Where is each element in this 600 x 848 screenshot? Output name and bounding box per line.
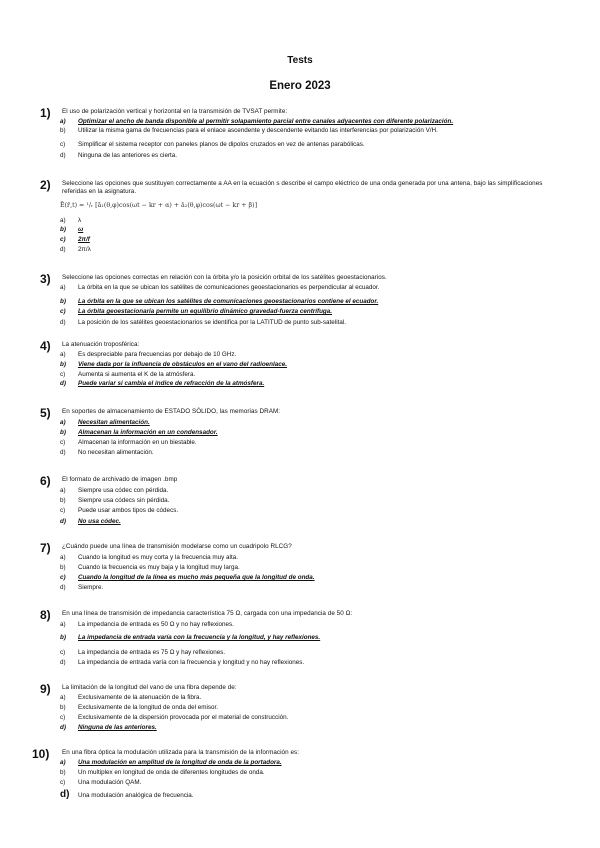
answer-option: d) Puede variar si cambia el índice de refracción de la atmósfera. [60,380,265,387]
answer-option: c) Aumenta si aumenta el K de la atmósfera. [60,371,196,378]
answer-option: b) Siempre usa códecs sin pérdida. [60,497,170,504]
question-number: 1) [40,106,51,120]
answer-option: b) Cuando la frecuencia es muy baja y la longitud muy larga. [60,564,240,571]
question-text: En una fibra óptica la modulación utilizada para la transmisión de la información es: [62,749,300,756]
answer-option: d) 2π/λ [60,246,91,253]
answer-option: a) La órbita en la que se ubican los satélites de comunicaciones geoestacionarios es perpendicular al ecuador. [60,284,380,291]
question-text: El uso de polarización vertical y horizontal en la transmisión de TVSAT permite: [62,108,288,115]
page-title: Tests [287,55,313,66]
answer-option: a) Optimizar el ancho de banda disponible al permitir solapamiento parcial entre canales adyacentes con diferente polarización. [60,118,454,125]
answer-option: b) Exclusivamente de la longitud de onda del emisor. [60,704,219,711]
question-number: 9) [40,682,51,696]
answer-option: c) La órbita geoestacionaria permite un equilibrio dinámico gravedad-fuerza centrífuga. [60,308,333,315]
question-number: 7) [40,541,51,555]
question-number: 3) [40,272,51,286]
answer-option: d) No usa códec. [60,518,121,525]
question-number: 10) [32,747,50,761]
answer-option: a) Cuando la longitud es muy corta y la frecuencia muy alta. [60,554,238,561]
answer-option: c) Una modulación QAM. [60,779,142,786]
answer-option: c) Simplificar el sistema receptor con paneles planos de dipolos cruzados en vez de antenas parabólicas. [60,141,365,148]
answer-option: d) No necesitan alimentación. [60,449,154,456]
answer-option: c) Puede usar ambos tipos de códecs. [60,507,179,514]
answer-option: b) La impedancia de entrada varía con la frecuencia y la longitud, y hay reflexiones. [60,634,321,641]
answer-option: b) La órbita en la que se ubican los satélites de comunicaciones geoestacionarios contiene el ecuador. [60,298,379,305]
answer-option: a) Exclusivamente de la atenuación de la fibra. [60,694,202,701]
answer-option: a) λ [60,217,82,224]
question-text: El formato de archivado de imagen .bmp [62,476,178,483]
answer-option: c) Almacenan la información en un biestable. [60,439,197,446]
question-text: La limitación de la longitud del vano de una fibra depende de: [62,684,237,691]
question-text: ¿Cuándo puede una línea de transmisión modelarse como un cuadripolo RLCG? [62,543,292,550]
answer-option: d) Siempre. [60,584,104,591]
answer-option: d) Una modulación analógica de frecuencia. [60,789,194,800]
question-number: 6) [40,474,51,488]
answer-option: d) La impedancia de entrada varía con la frecuencia y longitud y no hay reflexiones. [60,659,305,666]
answer-option: a) Necesitan alimentación. [60,419,150,426]
answer-option: d) La posición de los satélites geoestacionarios se identifica por la LATITUD de punto sub-satelital. [60,319,346,326]
answer-option: b) Almacenan la información en un condensador. [60,429,218,436]
answer-option: b) ω [60,226,84,233]
answer-option: c) Exclusivamente de la dispersión provocada por el material de construcción. [60,714,289,721]
question-number: 8) [40,608,51,622]
page-subtitle: Enero 2023 [269,80,331,92]
question-number: 2) [40,178,51,192]
question-number: 5) [40,406,51,420]
answer-option: a) Siempre usa códec con pérdida. [60,487,169,494]
equation: Ē(r̄,t) = ¹/ᵣ [ā₁(θ,φ)cos(ωt − kr + α) + ā₂(θ,φ)cos(ωt − kr + β)] [60,202,258,209]
answer-option: a) Una modulación en amplitud de la longitud de onda de la portadora. [60,759,282,766]
answer-option: c) 2π/f [60,236,90,243]
question-text: En una línea de transmisión de impedancia característica 75 Ω, cargada con una impedancia de 50 Ω: [62,610,353,617]
answer-option: d) Ninguna de las anteriores. [60,724,157,731]
question-text: Seleccione las opciones que sustituyen correctamente a AA en la ecuación s describe el campo eléctrico de una onda generada por una antena, bajo las simplificaciones referidas en la asignatura. [62,180,543,196]
question-text: En soportes de almacenamiento de ESTADO SÓLIDO, las memorias DRAM: [62,408,281,415]
answer-option: b) Utilizar la misma gama de frecuencias para el enlace ascendente y descendente evitando las interferencias por polarización V/H. [60,127,438,134]
answer-option: a) Es despreciable para frecuencias por debajo de 10 GHz. [60,351,237,358]
question-text: Seleccione las opciones correctas en relación con la órbita y/o la posición orbital de los satélites geoestacionarios. [62,274,387,281]
question-text: La atenuación troposférica: [62,341,140,348]
question-number: 4) [40,339,51,353]
answer-option: b) Viene dada por la influencia de obstáculos en el vano del radioenlace. [60,361,288,368]
answer-option: b) Un multiplex en longitud de onda de diferentes longitudes de onda. [60,769,265,776]
answer-option: c) Cuando la longitud de la línea es mucho más pequeña que la longitud de onda. [60,574,315,581]
answer-option: c) La impedancia de entrada es 75 Ω y hay reflexiones. [60,649,226,656]
answer-option: d) Ninguna de las anteriores es cierta. [60,152,178,159]
answer-option: a) La impedancia de entrada es 50 Ω y no hay reflexiones. [60,621,234,628]
